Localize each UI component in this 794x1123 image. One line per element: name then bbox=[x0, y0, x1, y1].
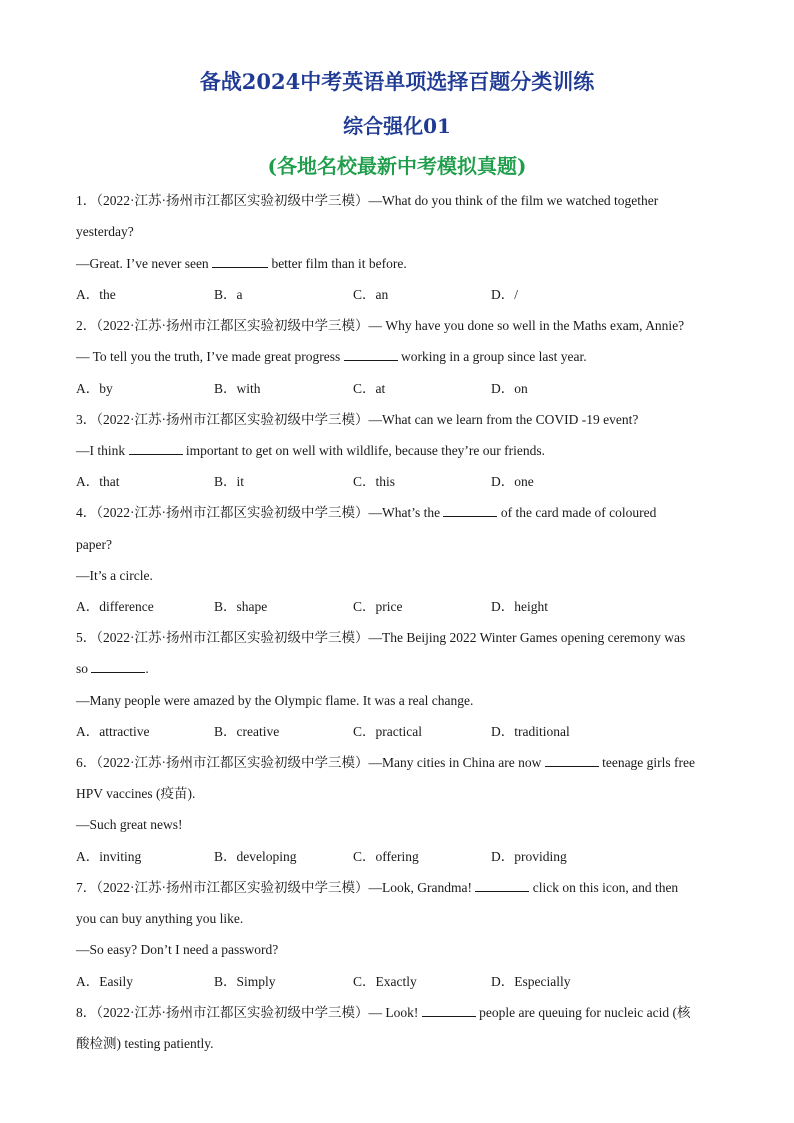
question-6-stem: 6．（2022·江苏·扬州市江都区实验初级中学三模）—Many cities in China are now teenage girls free bbox=[76, 755, 696, 770]
question-3-option-c: C．this bbox=[353, 474, 396, 489]
question-7-stem: 7．（2022·江苏·扬州市江都区实验初级中学三模）—Look, Grandma! click on this icon, and then bbox=[76, 880, 679, 895]
question-1-option-d: D．/ bbox=[491, 287, 518, 302]
question-1-option-c: C．an bbox=[353, 287, 389, 302]
question-1-option-b: B．a bbox=[214, 287, 243, 302]
question-7-option-a: A．Easily bbox=[76, 974, 133, 989]
answer-blank bbox=[344, 348, 398, 361]
question-5-option-c: C．practical bbox=[353, 724, 422, 739]
question-3-option-a: A．that bbox=[76, 474, 120, 489]
question-4-option-b: B．shape bbox=[214, 599, 268, 614]
question-7-option-d: D．Especially bbox=[491, 974, 571, 989]
question-7-answer-line: —So easy? Don’t I need a password? bbox=[76, 942, 279, 957]
question-5-stem: 5．（2022·江苏·扬州市江都区实验初级中学三模）—The Beijing 2022 Winter Games opening ceremony was bbox=[76, 630, 686, 645]
question-8-stem-cont: 酸检测) testing patiently. bbox=[76, 1036, 214, 1051]
question-7-option-b: B．Simply bbox=[214, 974, 276, 989]
question-1-answer-line: —Great. I’ve never seen better film than it before. bbox=[76, 256, 407, 271]
question-4-option-a: A．difference bbox=[76, 599, 154, 614]
question-3-answer-line: —I think important to get on well with wildlife, because they’re our friends. bbox=[76, 443, 546, 458]
source-note: (各地名校最新中考模拟真题) bbox=[267, 154, 527, 178]
question-2-option-b: B．with bbox=[214, 381, 261, 396]
answer-blank bbox=[475, 879, 529, 892]
question-4-answer-line: —It’s a circle. bbox=[76, 568, 153, 583]
answer-blank bbox=[443, 504, 497, 517]
question-1-stem: 1．（2022·江苏·扬州市江都区实验初级中学三模）—What do you think of the film we watched together bbox=[76, 193, 659, 208]
question-1-option-a: A．the bbox=[76, 287, 116, 302]
question-2-answer-line: — To tell you the truth, I’ve made great progress working in a group since last year. bbox=[76, 349, 587, 364]
question-5-stem-cont: so . bbox=[76, 661, 149, 676]
question-7-stem-cont: you can buy anything you like. bbox=[76, 911, 244, 926]
answer-blank bbox=[422, 1004, 476, 1017]
question-1-stem-cont: yesterday? bbox=[76, 224, 134, 239]
question-5-option-b: B．creative bbox=[214, 724, 280, 739]
document-title: 备战2024中考英语单项选择百题分类训练 bbox=[199, 69, 595, 94]
answer-blank bbox=[545, 754, 599, 767]
question-4-stem: 4．（2022·江苏·扬州市江都区实验初级中学三模）—What’s the of the card made of coloured bbox=[76, 505, 657, 520]
answer-blank bbox=[212, 255, 268, 268]
question-6-answer-line: —Such great news! bbox=[76, 817, 183, 832]
question-3-stem: 3．（2022·江苏·扬州市江都区实验初级中学三模）—What can we learn from the COVID -19 event? bbox=[76, 412, 639, 427]
question-6-option-d: D．providing bbox=[491, 849, 567, 864]
question-8-stem: 8．（2022·江苏·扬州市江都区实验初级中学三模）— Look! people are queuing for nucleic acid (核 bbox=[76, 1005, 691, 1020]
question-4-option-d: D．height bbox=[491, 599, 548, 614]
question-4-stem-cont: paper? bbox=[76, 537, 112, 552]
question-7-option-c: C．Exactly bbox=[353, 974, 417, 989]
question-3-option-d: D．one bbox=[491, 474, 534, 489]
question-6-option-c: C．offering bbox=[353, 849, 419, 864]
document-subtitle: 综合强化01 bbox=[343, 114, 451, 138]
question-5-option-d: D．traditional bbox=[491, 724, 570, 739]
question-2-option-a: A．by bbox=[76, 381, 113, 396]
question-2-option-c: C．at bbox=[353, 381, 386, 396]
question-4-option-c: C．price bbox=[353, 599, 403, 614]
question-2-stem: 2．（2022·江苏·扬州市江都区实验初级中学三模）— Why have you done so well in the Maths exam, Annie? bbox=[76, 318, 685, 333]
question-2-option-d: D．on bbox=[491, 381, 528, 396]
answer-blank bbox=[129, 442, 183, 455]
question-6-option-b: B．developing bbox=[214, 849, 297, 864]
answer-blank bbox=[91, 660, 145, 673]
question-3-option-b: B．it bbox=[214, 474, 245, 489]
question-5-answer-line: —Many people were amazed by the Olympic flame. It was a real change. bbox=[76, 693, 474, 708]
question-6-stem-cont: HPV vaccines (疫苗). bbox=[76, 786, 196, 801]
question-5-option-a: A．attractive bbox=[76, 724, 150, 739]
question-6-option-a: A．inviting bbox=[76, 849, 142, 864]
